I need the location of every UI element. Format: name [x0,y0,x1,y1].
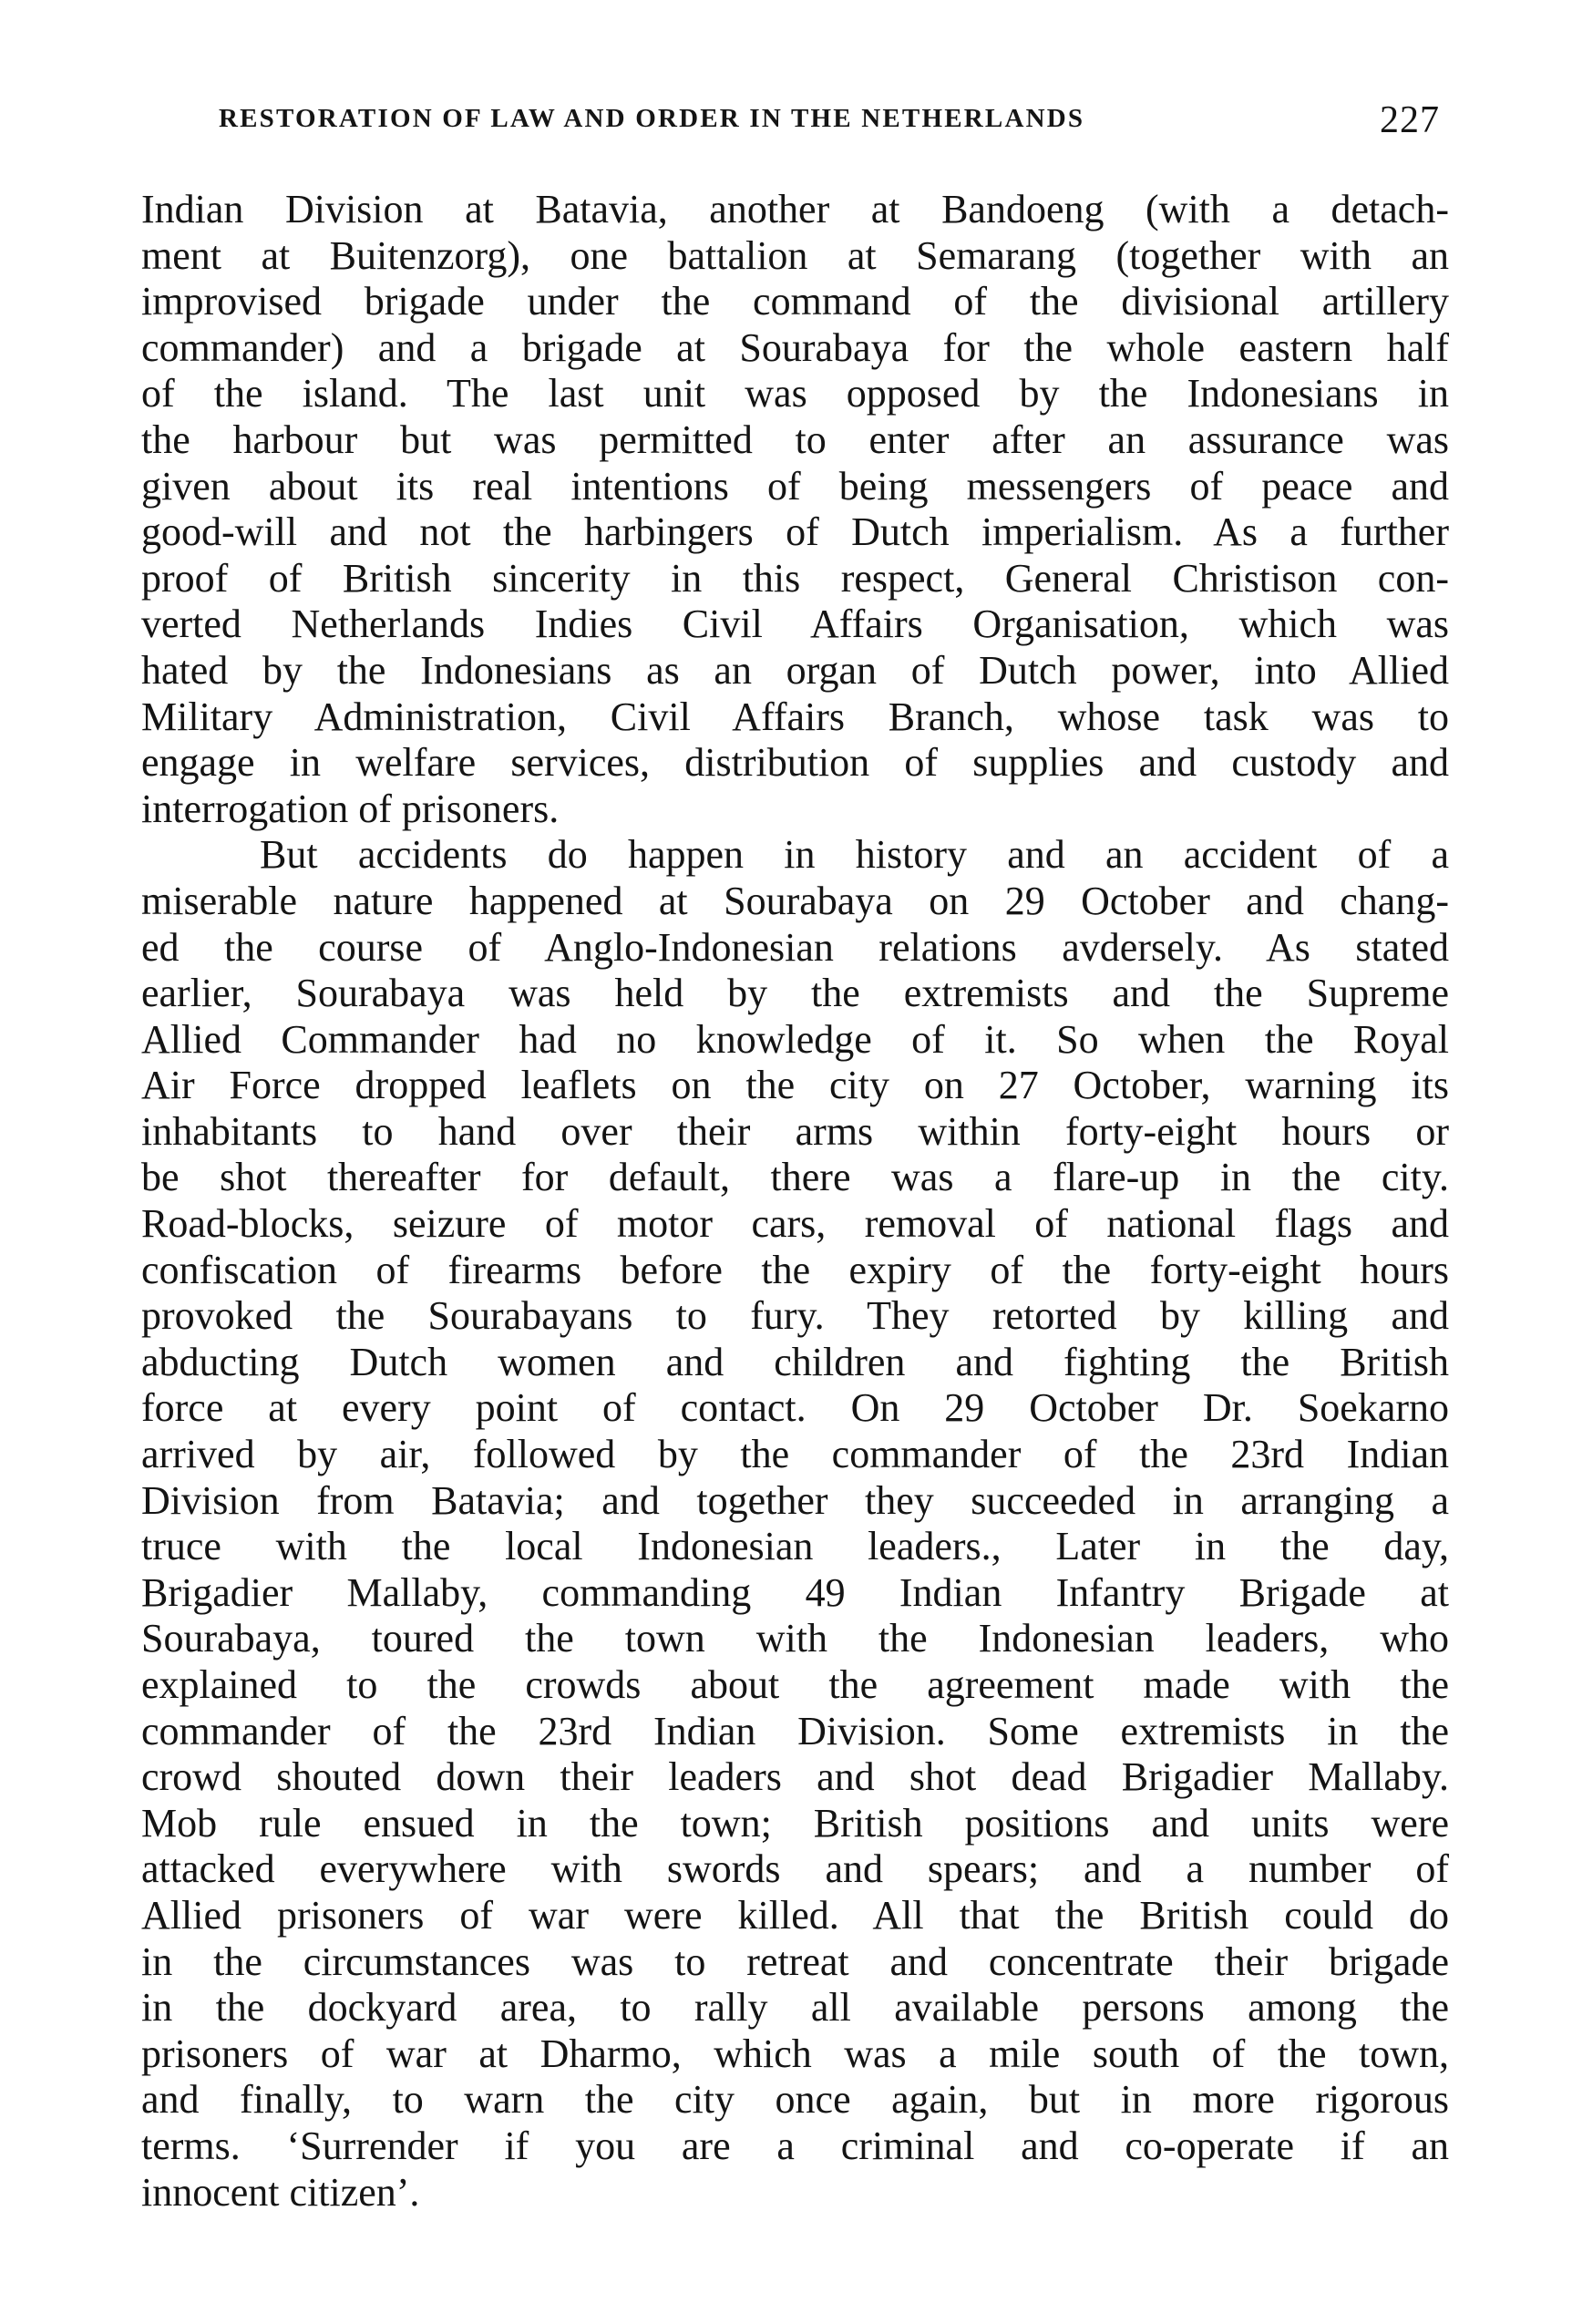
text-line: Air Force dropped leaflets on the city on 27 October, warning its [141,1063,1449,1108]
text-line: in the circumstances was to retreat and concentrate their brigade [141,1938,1449,1984]
text-line: verted Netherlands Indies Civil Affairs Organisation, which was [141,602,1449,647]
paragraph-1 [141,187,1449,832]
text-line: the harbour but was permitted to enter after an assurance was [141,416,1449,462]
text-line: explained to the crowds about the agreement made with the [141,1662,1449,1707]
text-line: earlier, Sourabaya was held by the extremists and the Supreme [141,971,1449,1016]
running-head [219,98,1440,153]
page-number: 227 [1380,99,1440,141]
text-line: be shot thereafter for default, there was a flare-up in the city. [141,1155,1449,1200]
text-line: interrogation of prisoners. [141,786,560,831]
text-line: Sourabaya, toured the town with the Indonesian leaders, who [141,1616,1449,1661]
text-line: good-will and not the harbingers of Dutch imperialism. As a further [141,509,1449,555]
text-line: truce with the local Indonesian leaders., Later in the day, [141,1524,1449,1569]
text-line: But accidents do happen in history and an accident of a [260,832,1449,878]
text-line: attacked everywhere with swords and spears; and a number of [141,1846,1449,1892]
text-line: proof of British sincerity in this respect, General Christison con- [141,555,1449,601]
text-line: innocent citizen’. [141,2169,420,2215]
text-line: arrived by air, followed by the commander of the 23rd Indian [141,1432,1449,1477]
text-line: Allied Commander had no knowledge of it. So when the Royal [141,1016,1449,1062]
text-line: ed the course of Anglo-Indonesian relations avdersely. As stated [141,924,1449,970]
text-line: commander) and a brigade at Sourabaya for the whole eastern half [141,324,1449,370]
text-line: confiscation of firearms before the expiry of the forty-eight hours [141,1247,1449,1292]
text-line: commander of the 23rd Indian Division. Some extremists in the [141,1708,1449,1753]
paragraph-2 [141,832,1449,2216]
text-line: Military Administration, Civil Affairs Branch, whose task was to [141,694,1449,739]
text-line: terms. ‘Surrender if you are a criminal and co-operate if an [141,2123,1449,2168]
text-line: provoked the Sourabayans to fury. They retorted by killing and [141,1293,1449,1339]
text-line: crowd shouted down their leaders and shot dead Brigadier Mallaby. [141,1754,1449,1800]
text-line: and finally, to warn the city once again, but in more rigorous [141,2077,1449,2123]
text-line: miserable nature happened at Sourabaya on 29 October and chang- [141,878,1449,923]
text-line: inhabitants to hand over their arms within forty-eight hours or [141,1108,1449,1154]
text-line: Allied prisoners of war were killed. All that the British could do [141,1892,1449,1938]
running-head-title: RESTORATION OF LAW AND ORDER IN THE NETHERLANDS [219,104,1085,133]
text-line: Mob rule ensued in the town; British positions and units were [141,1800,1449,1846]
text-line: prisoners of war at Dharmo, which was a mile south of the town, [141,2031,1449,2076]
text-line: of the island. The last unit was opposed by the Indonesians in [141,371,1449,416]
text-line: Road-blocks, seizure of motor cars, removal of national flags and [141,1201,1449,1247]
text-line: ment at Buitenzorg), one battalion at Semarang (together with an [141,232,1449,278]
text-line: hated by the Indonesians as an organ of Dutch power, into Allied [141,647,1449,693]
text-line: Division from Batavia; and together they succeeded in arranging a [141,1477,1449,1523]
text-line: in the dockyard area, to rally all available persons among the [141,1985,1449,2031]
body-text [141,187,1449,2216]
text-line: Brigadier Mallaby, commanding 49 Indian Infantry Brigade at [141,1569,1449,1615]
text-line: improvised brigade under the command of the divisional artillery [141,279,1449,324]
text-line: Indian Division at Batavia, another at Bandoeng (with a detach- [141,187,1449,231]
text-line: force at every point of contact. On 29 October Dr. Soekarno [141,1385,1449,1431]
text-line: engage in welfare services, distribution of supplies and custody and [141,740,1449,786]
text-line: abducting Dutch women and children and fighting the British [141,1339,1449,1384]
text-line: given about its real intentions of being messengers of peace and [141,463,1449,509]
